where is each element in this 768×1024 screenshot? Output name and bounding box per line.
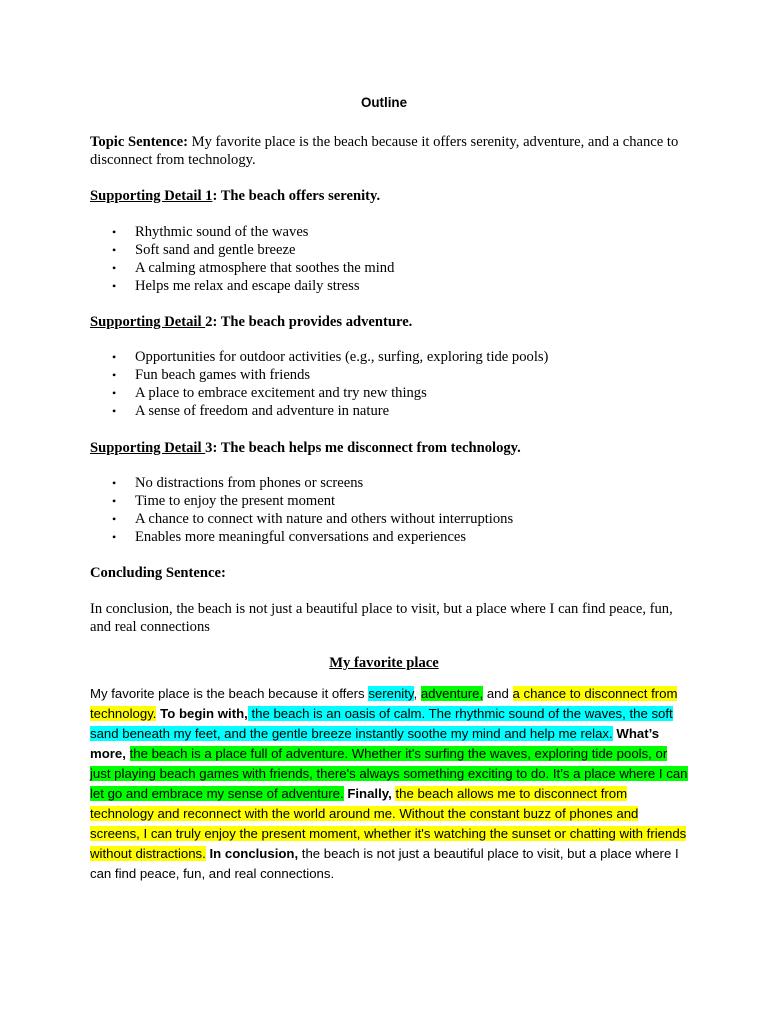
bullet-icon: • bbox=[112, 225, 117, 239]
essay-conclusion: the beach is not just a beautiful place to visit, but a place where I can find peace, fun, and real connections. bbox=[90, 846, 679, 881]
supporting-detail-3-heading bbox=[90, 439, 690, 457]
transition-to-begin-with: To begin with, bbox=[160, 706, 248, 721]
topic-sentence-label: Topic Sentence: bbox=[90, 134, 188, 150]
highlight-disconnect-body: the beach allows me to disconnect from technology and reconnect with the world around me. Without the constant buzz of phones and screens, I can truly enjoy the present moment, whether it's watching the sunset or chatting with friends without distractions. bbox=[90, 786, 687, 861]
supporting-detail-2-label: Supporting Detail bbox=[90, 314, 206, 330]
list-item: • Fun beach games with friends bbox=[112, 367, 311, 383]
bullet-icon: • bbox=[112, 243, 117, 257]
transition-finally: Finally, bbox=[347, 786, 392, 801]
list-item: • Time to enjoy the present moment bbox=[112, 493, 336, 509]
highlight-adventure-body: the beach is a place full of adventure. Whether it's surfing the waves, exploring tide pools, or just playing beach games with friends, there's always something exciting to do. It’s a place where I can let go and embrace my sense of adventure. bbox=[90, 746, 688, 801]
transition-in-conclusion: In conclusion, bbox=[209, 846, 299, 861]
topic-sentence bbox=[90, 133, 690, 169]
bullet-icon: • bbox=[112, 530, 117, 544]
bullet-icon: • bbox=[112, 494, 117, 508]
essay-title: My favorite place bbox=[329, 655, 439, 671]
bullet-icon: • bbox=[112, 386, 117, 400]
list-item: • Helps me relax and escape daily stress bbox=[112, 278, 360, 294]
highlight-serenity: serenity bbox=[368, 686, 414, 701]
list-item: • Enables more meaningful conversations and experiences bbox=[112, 529, 467, 545]
list-item: • A calming atmosphere that soothes the mind bbox=[112, 260, 395, 276]
list-item: • No distractions from phones or screens bbox=[112, 475, 364, 491]
supporting-detail-2-list bbox=[112, 348, 672, 420]
highlight-adventure: adventure, bbox=[420, 686, 484, 701]
bullet-icon: • bbox=[112, 476, 117, 490]
list-item: • Rhythmic sound of the waves bbox=[112, 224, 309, 240]
highlight-disconnect: a chance to disconnect from technology. bbox=[90, 686, 678, 721]
bullet-icon: • bbox=[112, 368, 117, 382]
supporting-detail-3-list bbox=[112, 474, 672, 546]
outline-title: Outline bbox=[360, 95, 408, 110]
list-item: • A place to embrace excitement and try new things bbox=[112, 385, 427, 401]
concluding-sentence-label: Concluding Sentence: bbox=[90, 565, 226, 581]
list-item: • A chance to connect with nature and others without interruptions bbox=[112, 511, 514, 527]
supporting-detail-3-label: Supporting Detail bbox=[90, 440, 206, 456]
essay-paragraph: My favorite place is the beach because it offers serenity, adventure, and a chance to disconnect from technology. To begin with, the beach is an oasis of calm. The rhythmic sound of the waves, the soft sand beneath my feet, and the gentle breeze instantly soothe my mind and help me relax. What’s more, the beach is a place full of adventure. Whether it's surfing the waves, exploring tide pools, or just playing beach games with friends, there's always something exciting to do. It’s a place where I can let go and embrace my sense of adventure. Finally, the beach allows me to disconnect from technology and reconnect with the world around me. Without the constant buzz of phones and screens, I can truly enjoy the present moment, whether it's watching the sunset or chatting with friends without distractions. In conclusion, the beach is not just a beautiful place to visit, but a place where I can find peace, fun, and real connections. bbox=[90, 686, 688, 881]
transition-whats-more: What’s more, bbox=[90, 726, 660, 761]
supporting-detail-1-heading bbox=[90, 187, 690, 205]
concluding-sentence-text: In conclusion, the beach is not just a beautiful place to visit, but a place where I can find peace, fun, and real connections bbox=[90, 601, 673, 635]
supporting-detail-1-text: : The beach offers serenity. bbox=[212, 188, 381, 204]
bullet-icon: • bbox=[112, 350, 117, 364]
supporting-detail-2-heading bbox=[90, 313, 690, 331]
list-item: • Soft sand and gentle breeze bbox=[112, 242, 296, 258]
topic-sentence-text: My favorite place is the beach because it offers serenity, adventure, and a chance to disconnect from technology. bbox=[90, 134, 679, 168]
bullet-icon: • bbox=[112, 279, 117, 293]
highlight-serenity-body: the beach is an oasis of calm. The rhythmic sound of the waves, the soft sand beneath my feet, and the gentle breeze instantly soothe my mind and help me relax. bbox=[90, 706, 673, 741]
bullet-icon: • bbox=[112, 404, 117, 418]
supporting-detail-1-label: Supporting Detail 1 bbox=[90, 188, 213, 204]
bullet-icon: • bbox=[112, 512, 117, 526]
supporting-detail-3-text: 3: The beach helps me disconnect from technology. bbox=[205, 440, 521, 456]
list-item: • A sense of freedom and adventure in nature bbox=[112, 403, 390, 419]
supporting-detail-1-list bbox=[112, 223, 672, 295]
bullet-icon: • bbox=[112, 261, 117, 275]
list-item: • Opportunities for outdoor activities (e.g., surfing, exploring tide pools) bbox=[112, 349, 549, 365]
supporting-detail-2-text: 2: The beach provides adventure. bbox=[205, 314, 413, 330]
